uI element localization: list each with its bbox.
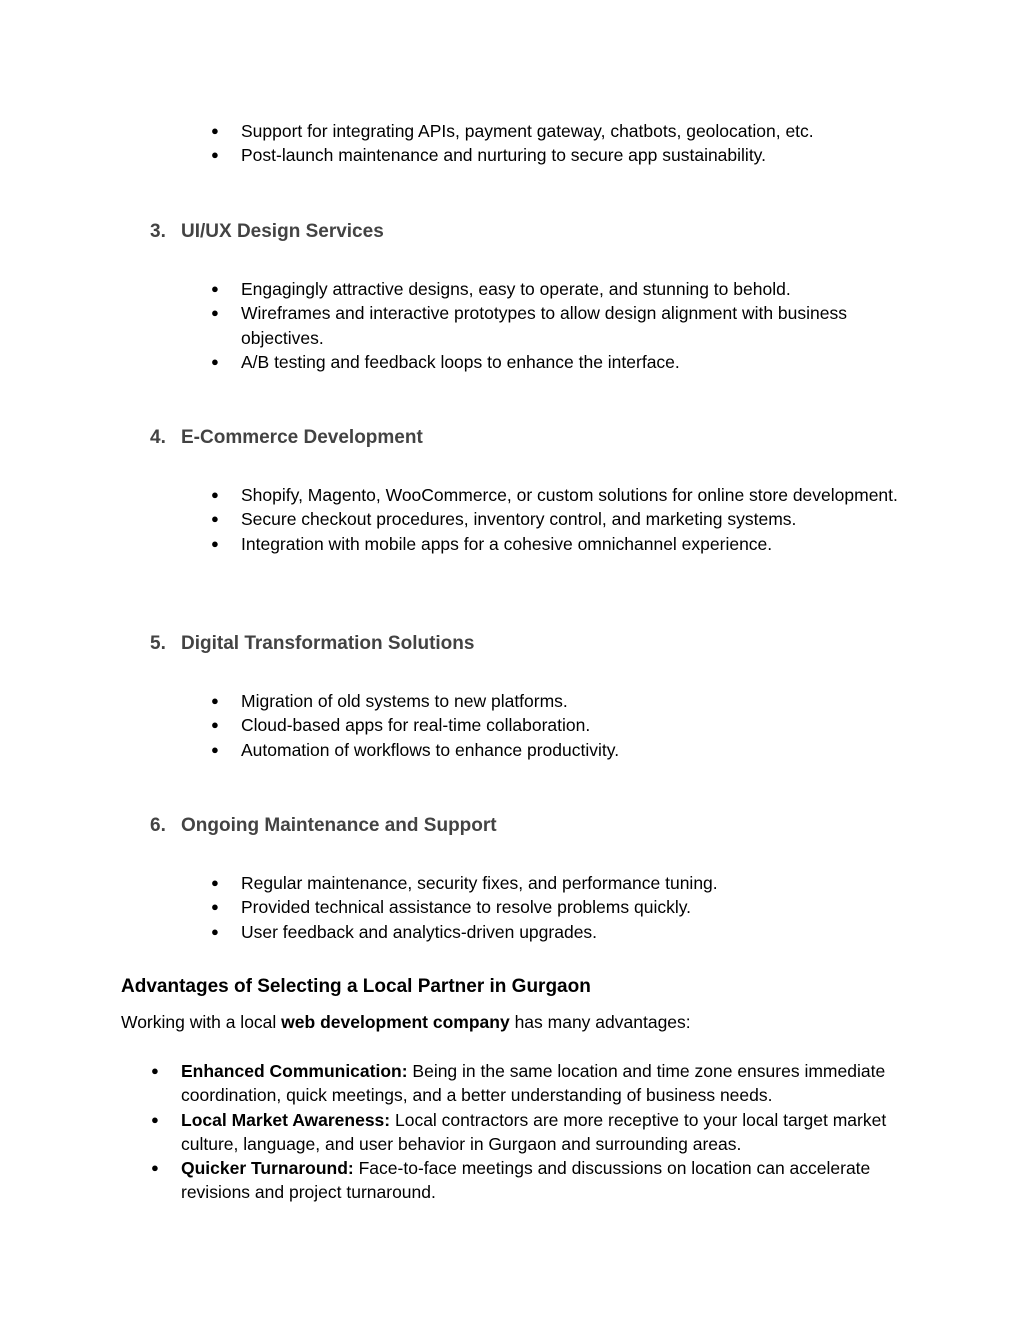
bullet-icon: ● xyxy=(211,899,219,915)
bullet-list-maintenance xyxy=(211,871,911,944)
advantages-intro: Working with a local web development company has many advantages: xyxy=(121,1012,691,1032)
list-item: ● Regular maintenance, security fixes, and performance tuning. xyxy=(211,871,911,895)
section-number: 5. xyxy=(150,633,166,654)
bullet-icon: ● xyxy=(211,717,219,733)
list-item: ● Migration of old systems to new platforms. xyxy=(211,689,911,713)
advantage-term: Quicker Turnaround: xyxy=(181,1158,354,1179)
list-item: ● Support for integrating APIs, payment gateway, chatbots, geolocation, etc. xyxy=(211,119,911,143)
list-item: ● A/B testing and feedback loops to enhance the interface. xyxy=(211,350,911,374)
intro-bold-text: web development company xyxy=(281,1012,510,1032)
list-item: ● Post-launch maintenance and nurturing to secure app sustainability. xyxy=(211,143,911,167)
bullet-icon: ● xyxy=(211,147,219,163)
bullet-list-ui-ux xyxy=(211,277,911,374)
list-item: ● Wireframes and interactive prototypes to allow design alignment with business objectives. xyxy=(211,303,847,348)
advantage-term: Local Market Awareness: xyxy=(181,1109,391,1130)
bullet-icon: ● xyxy=(211,281,219,296)
bullet-icon: ● xyxy=(211,741,219,757)
list-item: ● Shopify, Magento, WooCommerce, or custom solutions for online store development. xyxy=(211,483,911,507)
section-heading-ecommerce xyxy=(150,426,423,450)
bullet-icon: ● xyxy=(151,1063,159,1078)
section-number: 4. xyxy=(150,427,166,448)
bullet-icon: ● xyxy=(211,875,219,890)
bullet-list-top xyxy=(211,119,911,168)
bullet-icon: ● xyxy=(151,1111,159,1127)
section-title: Ongoing Maintenance and Support xyxy=(181,815,497,836)
bullet-icon: ● xyxy=(211,693,219,708)
advantage-term: Enhanced Communication: xyxy=(181,1061,408,1081)
bullet-list-ecommerce xyxy=(211,483,911,556)
section-title: Digital Transformation Solutions xyxy=(181,633,475,654)
advantages-heading: Advantages of Selecting a Local Partner in Gurgaon xyxy=(121,976,591,997)
section-heading-ui-ux xyxy=(150,220,384,244)
section-heading-digital-transformation xyxy=(150,632,474,656)
list-item: ● Integration with mobile apps for a cohesive omnichannel experience. xyxy=(211,532,911,556)
bullet-icon: ● xyxy=(211,305,219,321)
list-item: ● Provided technical assistance to resolve problems quickly. xyxy=(211,895,911,919)
bullet-icon: ● xyxy=(151,1160,159,1176)
bullet-list-digital-transformation xyxy=(211,689,911,762)
bullet-list-advantages xyxy=(151,1059,911,1205)
bullet-icon: ● xyxy=(211,511,219,527)
bullet-icon: ● xyxy=(211,123,219,138)
section-number: 3. xyxy=(150,221,166,242)
list-item: ● Enhanced Communication: Being in the same location and time zone ensures immediate coordination, quick meetings, and a better understanding of business needs. xyxy=(151,1061,886,1106)
list-item: ● Quicker Turnaround: Face-to-face meetings and discussions on location can accelerate revisions and project turnaround. xyxy=(151,1158,871,1203)
bullet-icon: ● xyxy=(211,353,219,369)
section-heading-maintenance xyxy=(150,814,497,838)
bullet-icon: ● xyxy=(211,535,219,551)
bullet-icon: ● xyxy=(211,487,219,502)
list-item: ● Automation of workflows to enhance productivity. xyxy=(211,738,911,762)
list-item: ● Engagingly attractive designs, easy to operate, and stunning to behold. xyxy=(211,277,911,301)
section-number: 6. xyxy=(150,815,166,836)
bullet-icon: ● xyxy=(211,923,219,939)
list-item: ● User feedback and analytics-driven upgrades. xyxy=(211,920,911,944)
list-item: ● Cloud-based apps for real-time collaboration. xyxy=(211,713,911,737)
section-title: UI/UX Design Services xyxy=(181,221,384,242)
list-item: ● Secure checkout procedures, inventory control, and marketing systems. xyxy=(211,507,911,531)
list-item: ● Local Market Awareness: Local contractors are more receptive to your local target market culture, language, and user behavior in Gurgaon and surrounding areas. xyxy=(151,1109,887,1154)
section-title: E-Commerce Development xyxy=(181,427,423,448)
